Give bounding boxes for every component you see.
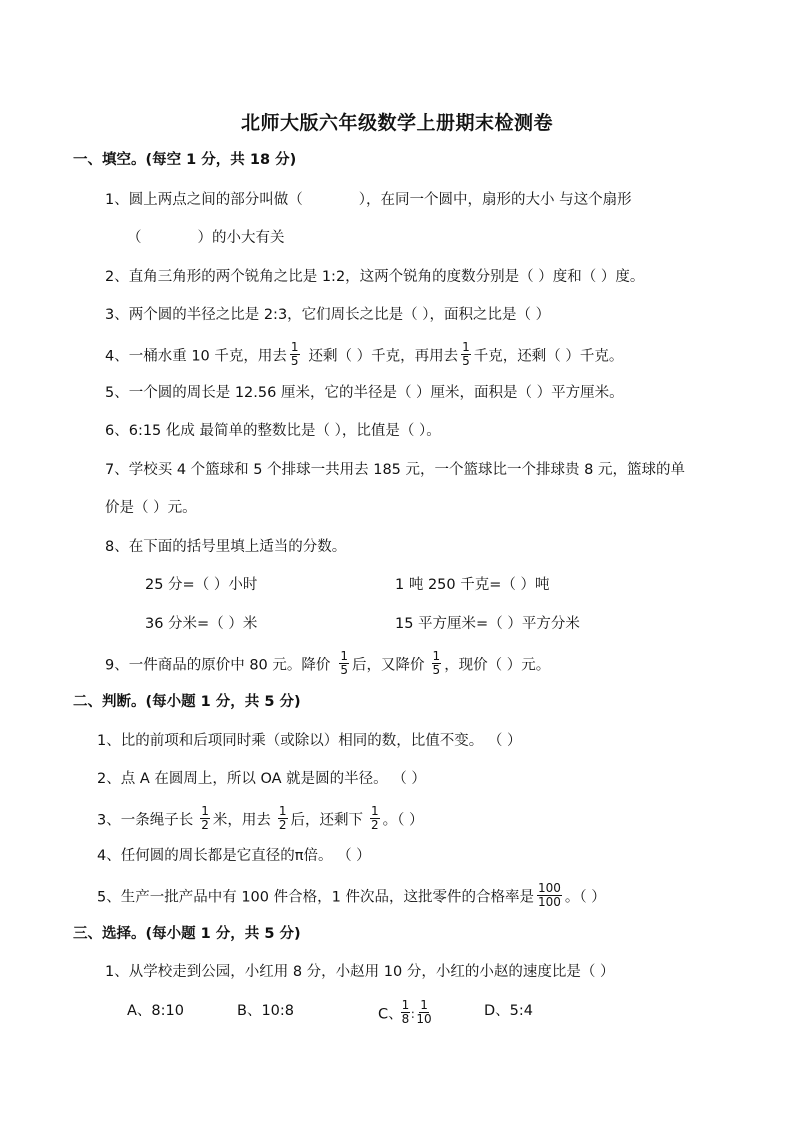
fraction-numerator: 1	[201, 804, 209, 818]
fraction-denominator: 2	[278, 818, 287, 832]
fraction-numerator: 1	[340, 649, 349, 663]
fraction-one-fifth	[339, 650, 349, 677]
question-1-3: 3、两个圆的半径之比是 2:3，它们周长之比是（ ），面积之比是（ ）	[105, 307, 551, 323]
fraction-denominator: 5	[290, 354, 299, 368]
fraction-one-tenth	[415, 999, 432, 1026]
option-label: C、	[378, 1006, 403, 1023]
fraction-numerator: 1	[420, 998, 428, 1012]
fraction-denominator: 5	[462, 354, 470, 368]
fraction-denominator: 5	[340, 663, 349, 677]
question-text: 。（ ）	[382, 812, 424, 829]
question-2-1: 1、比的前项和后项同时乘（或除以）相同的数，比值不变。 （ ）	[97, 733, 522, 749]
question-1-9	[105, 649, 551, 679]
question-text: ），在同一个圆中，扇形的大小 与这个扇形	[358, 192, 632, 208]
option-d: D、5:4	[484, 1003, 534, 1019]
question-1-1-line-1	[105, 190, 632, 210]
question-text: 还剩（ ）千克，再用去	[308, 348, 459, 365]
question-1-8-item-1: 25 分=（ ）小时	[145, 577, 258, 593]
fraction-numerator: 1	[371, 804, 379, 818]
fraction-denominator: 5	[432, 663, 441, 677]
option-b: B、10:8	[237, 1003, 295, 1019]
question-1-7-line-1: 7、学校买 4 个篮球和 5 个排球一共用去 185 元，一个篮球比一个排球贵 8 元，篮球的单	[105, 462, 685, 478]
fraction-denominator: 2	[371, 818, 379, 832]
question-text: 9、一件商品的原价中 80 元。降价	[105, 657, 331, 674]
question-1-8-item-3: 36 分米=（ ）米	[145, 616, 258, 632]
page-title: 北师大版六年级数学上册期末检测卷	[240, 112, 553, 134]
question-1-2: 2、直角三角形的两个锐角之比是 1:2，这两个锐角的度数分别是（ ）度和（ ）度。	[105, 269, 645, 285]
question-1-1-line-2	[127, 228, 285, 248]
question-2-3	[97, 804, 424, 834]
question-text: ）的小大有关	[197, 230, 285, 246]
fraction-denominator: 8	[401, 1012, 410, 1026]
fraction-one-fifth	[461, 341, 471, 368]
question-1-5: 5、一个圆的周长是 12.56 厘米，它的半径是（ ）厘米，面积是（ ）平方厘米。	[105, 385, 624, 401]
fraction-hundred-over-hundred	[537, 882, 562, 909]
section-2-header: 二、判断。(每小题 1 分，共 5 分)	[73, 694, 301, 710]
question-text: 4、一桶水重 10 千克，用去	[105, 348, 287, 365]
fraction-numerator: 1	[290, 340, 299, 354]
question-text: ，现价（ ）元。	[444, 657, 551, 674]
question-3-1: 1、从学校走到公园，小红用 8 分，小赵用 10 分，小红的小赵的速度比是（ ）	[105, 964, 615, 980]
fraction-one-eighth	[401, 999, 411, 1026]
fraction-numerator: 1	[432, 649, 441, 663]
question-text: 后，又降价	[352, 657, 425, 674]
section-3-header: 三、选择。(每小题 1 分，共 5 分)	[73, 926, 301, 942]
question-2-2: 2、点 A 在圆周上，所以 OA 就是圆的半径。 （ ）	[97, 771, 426, 787]
section-1-header: 一、填空。(每空 1 分，共 18 分)	[73, 152, 297, 168]
fraction-numerator: 1	[278, 804, 287, 818]
fraction-one-fifth	[432, 650, 442, 677]
option-a: A、8:10	[127, 1003, 184, 1019]
fraction-denominator: 100	[537, 895, 561, 909]
fraction-denominator: 10	[416, 1012, 432, 1026]
fraction-numerator: 1	[462, 340, 470, 354]
question-text: 米，用去	[212, 812, 271, 829]
question-2-5	[97, 881, 606, 911]
fraction-numerator: 1	[401, 998, 410, 1012]
question-text: 1、圆上两点之间的部分叫做（	[105, 192, 303, 208]
question-2-4: 4、任何圆的周长都是它直径的π倍。 （ ）	[97, 848, 371, 864]
question-1-8-item-4: 15 平方厘米=（ ）平方分米	[395, 616, 580, 632]
question-1-6: 6、6:15 化成 最简单的整数比是（ ），比值是（ ）。	[105, 423, 441, 439]
fraction-one-half	[370, 805, 380, 832]
fraction-one-half	[278, 805, 288, 832]
ratio-colon: ∶	[411, 1007, 415, 1022]
question-1-7-line-2: 价是（ ）元。	[105, 500, 197, 516]
question-text: 后，还剩下	[290, 812, 364, 829]
question-1-4	[105, 340, 624, 370]
fraction-one-half	[200, 805, 210, 832]
fraction-numerator: 100	[537, 881, 561, 895]
question-text: 。（ ）	[564, 889, 606, 906]
question-1-8-item-2: 1 吨 250 千克=（ ）吨	[395, 577, 550, 593]
question-text: 3、一条绳子长	[97, 812, 194, 829]
option-c	[378, 998, 433, 1028]
question-text: （	[127, 230, 142, 246]
question-text: 千克，还剩（ ）千克。	[473, 348, 624, 365]
fraction-one-fifth	[290, 341, 300, 368]
fraction-denominator: 2	[201, 818, 209, 832]
question-1-8: 8、在下面的括号里填上适当的分数。	[105, 539, 347, 555]
question-text: 5、生产一批产品中有 100 件合格，1 件次品，这批零件的合格率是	[97, 889, 534, 906]
